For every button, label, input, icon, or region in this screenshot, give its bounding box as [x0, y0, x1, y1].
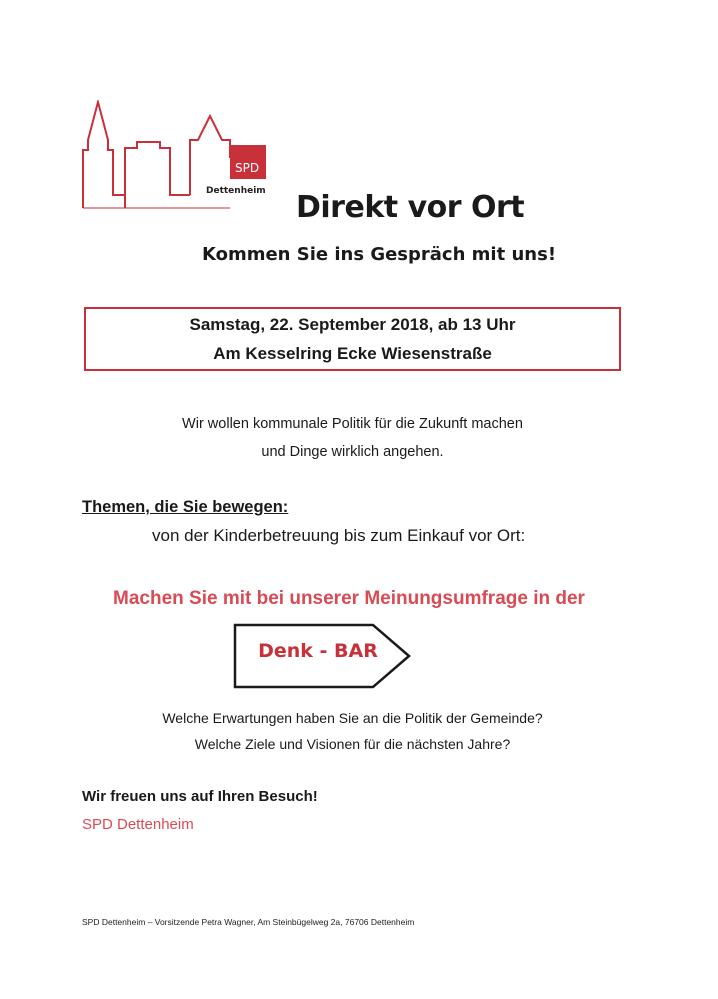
closing-signature: SPD Dettenheim	[82, 816, 194, 833]
event-location: Am Kesselring Ecke Wiesenstraße	[213, 344, 492, 363]
page-title: Direkt vor Ort	[296, 190, 525, 225]
logo-town-label: Dettenheim	[206, 186, 266, 196]
subheadline: Kommen Sie ins Gespräch mit uns!	[201, 244, 557, 265]
intro-line-2: und Dinge wirklich angehen.	[261, 444, 444, 460]
event-date: Samstag, 22. September 2018, ab 13 Uhr	[189, 315, 516, 334]
logo-spd-text: SPD	[235, 161, 260, 175]
themes-heading: Themen, die Sie bewegen:	[82, 498, 289, 516]
church-silhouette-icon	[80, 100, 275, 218]
intro-line-1: Wir wollen kommunale Politik für die Zukunft machen	[182, 416, 523, 432]
closing-greeting: Wir freuen uns auf Ihren Besuch!	[82, 788, 318, 805]
question-2: Welche Ziele und Visionen für die nächsten Jahre?	[194, 736, 511, 752]
denkbar-label: Denk - BAR	[258, 640, 378, 662]
footer-address: SPD Dettenheim – Vorsitzende Petra Wagner, Am Steinbügelweg 2a, 76706 Dettenheim	[82, 917, 415, 927]
question-1: Welche Erwartungen haben Sie an die Politik der Gemeinde?	[162, 710, 543, 726]
spd-dettenheim-logo	[80, 100, 275, 218]
themes-subline: von der Kinderbetreuung bis zum Einkauf vor Ort:	[152, 526, 526, 545]
call-to-action: Machen Sie mit bei unserer Meinungsumfrage in der	[113, 588, 585, 609]
